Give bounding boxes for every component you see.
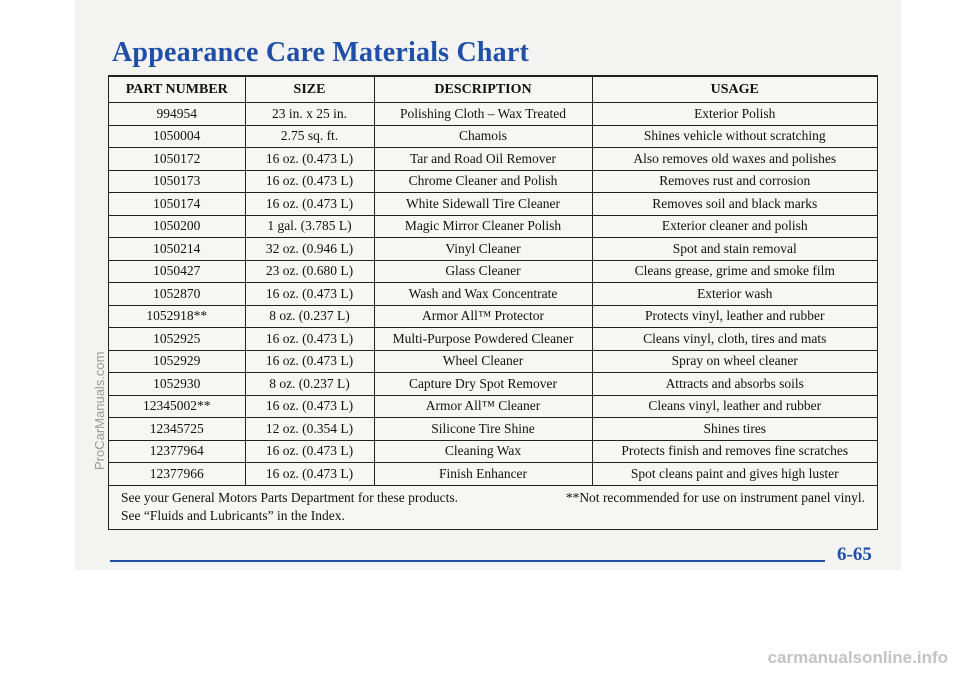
table-row bbox=[109, 125, 877, 148]
cell-usage: Exterior Polish bbox=[592, 103, 877, 126]
cell-description: Magic Mirror Cleaner Polish bbox=[374, 215, 592, 238]
cell-usage: Protects vinyl, leather and rubber bbox=[592, 305, 877, 328]
cell-description: Armor All™ Cleaner bbox=[374, 395, 592, 418]
cell-description: Multi-Purpose Powdered Cleaner bbox=[374, 328, 592, 351]
cell-size: 16 oz. (0.473 L) bbox=[245, 148, 374, 171]
cell-description: Silicone Tire Shine bbox=[374, 418, 592, 441]
cell-description: Polishing Cloth – Wax Treated bbox=[374, 103, 592, 126]
cell-part-number: 1050004 bbox=[109, 125, 245, 148]
table-row bbox=[109, 193, 877, 216]
cell-usage: Spot cleans paint and gives high luster bbox=[592, 463, 877, 486]
footer-note-parts: See your General Motors Parts Department for these products. bbox=[121, 489, 459, 505]
table-row bbox=[109, 283, 877, 306]
chart-footer bbox=[109, 486, 877, 529]
cell-description: White Sidewall Tire Cleaner bbox=[374, 193, 592, 216]
table-row bbox=[109, 170, 877, 193]
footer-note-vinyl: **Not recommended for use on instrument panel vinyl. bbox=[565, 489, 865, 505]
cell-usage: Spray on wheel cleaner bbox=[592, 350, 877, 373]
cell-usage: Cleans grease, grime and smoke film bbox=[592, 260, 877, 283]
cell-part-number: 1052930 bbox=[109, 373, 245, 396]
table-row bbox=[109, 418, 877, 441]
table-row bbox=[109, 463, 877, 486]
cell-size: 16 oz. (0.473 L) bbox=[245, 440, 374, 463]
table-row bbox=[109, 260, 877, 283]
table-row bbox=[109, 373, 877, 396]
cell-size: 16 oz. (0.473 L) bbox=[245, 170, 374, 193]
cell-part-number: 1050214 bbox=[109, 238, 245, 261]
cell-description: Capture Dry Spot Remover bbox=[374, 373, 592, 396]
cell-size: 2.75 sq. ft. bbox=[245, 125, 374, 148]
cell-part-number: 994954 bbox=[109, 103, 245, 126]
cell-size: 16 oz. (0.473 L) bbox=[245, 283, 374, 306]
bottom-watermark: carmanualsonline.info bbox=[767, 648, 948, 667]
header-description: DESCRIPTION bbox=[374, 77, 592, 103]
header-part-number: PART NUMBER bbox=[109, 77, 245, 103]
cell-description: Cleaning Wax bbox=[374, 440, 592, 463]
cell-size: 16 oz. (0.473 L) bbox=[245, 193, 374, 216]
table-row bbox=[109, 350, 877, 373]
cell-usage: Protects finish and removes fine scratches bbox=[592, 440, 877, 463]
cell-part-number: 1050173 bbox=[109, 170, 245, 193]
cell-size: 16 oz. (0.473 L) bbox=[245, 463, 374, 486]
cell-description: Wash and Wax Concentrate bbox=[374, 283, 592, 306]
cell-description: Finish Enhancer bbox=[374, 463, 592, 486]
cell-usage: Also removes old waxes and polishes bbox=[592, 148, 877, 171]
cell-description: Chrome Cleaner and Polish bbox=[374, 170, 592, 193]
cell-size: 23 oz. (0.680 L) bbox=[245, 260, 374, 283]
cell-usage: Shines tires bbox=[592, 418, 877, 441]
cell-part-number: 1052918** bbox=[109, 305, 245, 328]
cell-part-number: 12345725 bbox=[109, 418, 245, 441]
page-title: Appearance Care Materials Chart bbox=[112, 37, 530, 68]
header-usage: USAGE bbox=[592, 77, 877, 103]
cell-usage: Shines vehicle without scratching bbox=[592, 125, 877, 148]
cell-description: Armor All™ Protector bbox=[374, 305, 592, 328]
header-size: SIZE bbox=[245, 77, 374, 103]
cell-size: 16 oz. (0.473 L) bbox=[245, 328, 374, 351]
page-number: 6-65 bbox=[837, 544, 872, 565]
cell-size: 1 gal. (3.785 L) bbox=[245, 215, 374, 238]
cell-size: 32 oz. (0.946 L) bbox=[245, 238, 374, 261]
cell-size: 23 in. x 25 in. bbox=[245, 103, 374, 126]
cell-part-number: 1050200 bbox=[109, 215, 245, 238]
cell-part-number: 12377964 bbox=[109, 440, 245, 463]
cell-size: 8 oz. (0.237 L) bbox=[245, 373, 374, 396]
cell-part-number: 12345002** bbox=[109, 395, 245, 418]
table-header-row bbox=[109, 77, 877, 103]
cell-usage: Cleans vinyl, leather and rubber bbox=[592, 395, 877, 418]
cell-usage: Exterior cleaner and polish bbox=[592, 215, 877, 238]
cell-part-number: 1050174 bbox=[109, 193, 245, 216]
cell-size: 12 oz. (0.354 L) bbox=[245, 418, 374, 441]
cell-size: 8 oz. (0.237 L) bbox=[245, 305, 374, 328]
cell-usage: Removes rust and corrosion bbox=[592, 170, 877, 193]
cell-description: Vinyl Cleaner bbox=[374, 238, 592, 261]
table-row bbox=[109, 440, 877, 463]
materials-table bbox=[109, 76, 877, 486]
cell-usage: Removes soil and black marks bbox=[592, 193, 877, 216]
cell-usage: Exterior wash bbox=[592, 283, 877, 306]
table-row bbox=[109, 305, 877, 328]
table-row bbox=[109, 215, 877, 238]
table-row bbox=[109, 103, 877, 126]
cell-description: Chamois bbox=[374, 125, 592, 148]
side-watermark: ProCarManuals.com bbox=[92, 351, 107, 470]
cell-part-number: 1052925 bbox=[109, 328, 245, 351]
bottom-rule bbox=[110, 560, 825, 562]
cell-part-number: 1050172 bbox=[109, 148, 245, 171]
table-row bbox=[109, 148, 877, 171]
cell-part-number: 1052929 bbox=[109, 350, 245, 373]
table-row bbox=[109, 328, 877, 351]
cell-size: 16 oz. (0.473 L) bbox=[245, 395, 374, 418]
table-row bbox=[109, 395, 877, 418]
cell-part-number: 1050427 bbox=[109, 260, 245, 283]
materials-chart bbox=[108, 75, 878, 530]
cell-description: Wheel Cleaner bbox=[374, 350, 592, 373]
cell-usage: Attracts and absorbs soils bbox=[592, 373, 877, 396]
cell-description: Glass Cleaner bbox=[374, 260, 592, 283]
cell-part-number: 12377966 bbox=[109, 463, 245, 486]
cell-description: Tar and Road Oil Remover bbox=[374, 148, 592, 171]
cell-size: 16 oz. (0.473 L) bbox=[245, 350, 374, 373]
footer-note-index: See “Fluids and Lubricants” in the Index. bbox=[121, 507, 345, 523]
cell-usage: Spot and stain removal bbox=[592, 238, 877, 261]
table-row bbox=[109, 238, 877, 261]
cell-usage: Cleans vinyl, cloth, tires and mats bbox=[592, 328, 877, 351]
cell-part-number: 1052870 bbox=[109, 283, 245, 306]
